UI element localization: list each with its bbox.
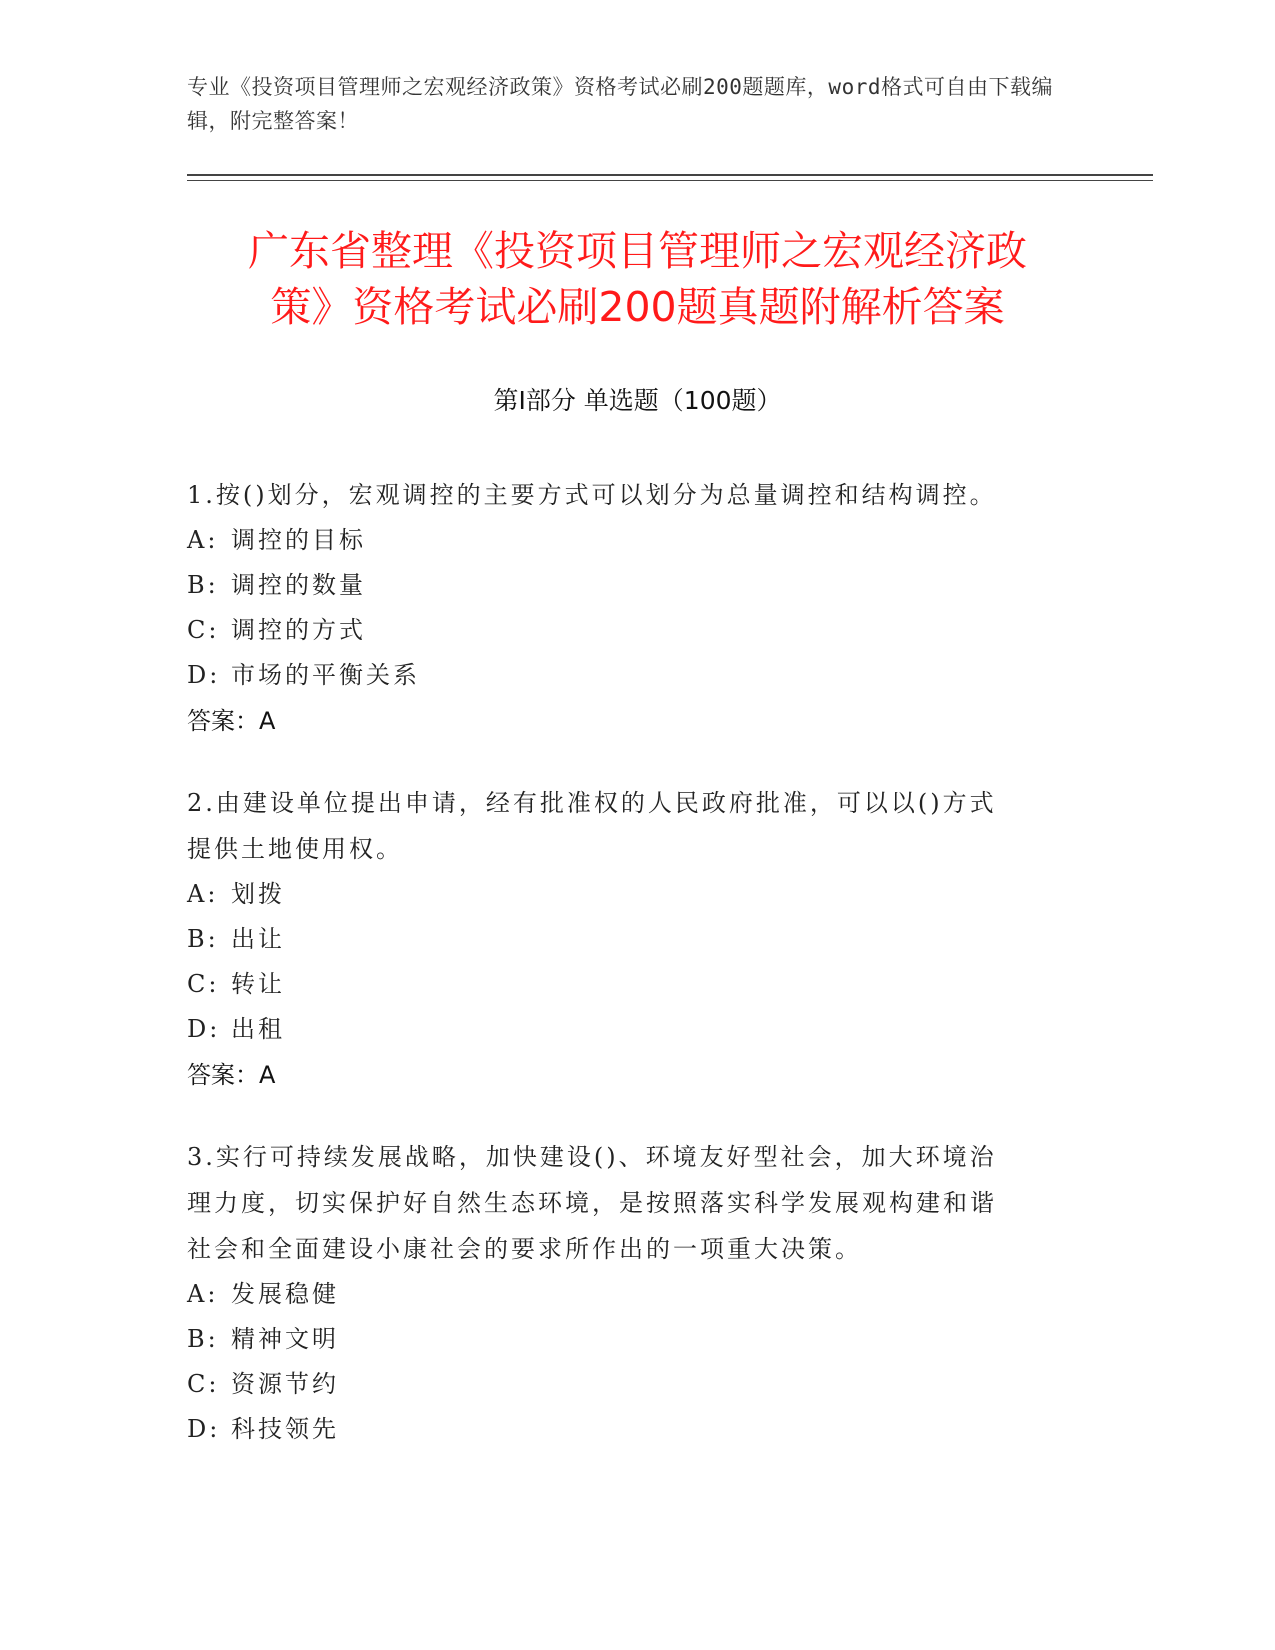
option-letter: D: [187,661,221,689]
option-text: 精神文明 [231,1325,339,1353]
option-text: 资源节约 [231,1370,339,1398]
question-3 [187,1134,1067,1452]
option-text: 出让 [231,925,285,953]
option-letter: C: [187,616,220,644]
option-b [187,563,1067,608]
header-rule-thin [187,180,1153,181]
question-text-line: 3.实行可持续发展战略，加快建设()、环境友好型社会，加大环境治 [187,1143,997,1171]
option-text: 调控的目标 [231,526,366,554]
option-text: 调控的数量 [231,571,366,599]
answer: 答案：A [187,1061,276,1089]
option-letter: D: [187,1015,221,1043]
option-letter: C: [187,1370,220,1398]
title-line-2: 策》资格考试必刷200题真题附解析答案 [270,283,1005,331]
option-c [187,608,1067,653]
option-text: 科技领先 [231,1415,339,1443]
option-b [187,1317,1067,1362]
question-text-line: 社会和全面建设小康社会的要求所作出的一项重大决策。 [187,1235,862,1263]
option-d [187,1407,1067,1452]
option-d [187,1007,1067,1052]
option-c [187,1362,1067,1407]
title-line-1: 广东省整理《投资项目管理师之宏观经济政 [248,227,1027,275]
option-letter: B: [187,1325,219,1353]
question-1 [187,472,1067,744]
header-rule-thick [187,174,1153,176]
option-letter: A: [187,526,219,554]
option-letter: B: [187,925,219,953]
option-letter: B: [187,571,219,599]
question-text-line: 理力度，切实保护好自然生态环境，是按照落实科学发展观构建和谐 [187,1189,997,1217]
option-letter: C: [187,970,220,998]
option-text: 转让 [231,970,285,998]
option-letter: A: [187,880,219,908]
option-a [187,518,1067,563]
option-a [187,872,1067,917]
section-heading: 第Ⅰ部分 单选题（100题） [493,386,782,415]
question-text-line: 1.按()划分，宏观调控的主要方式可以划分为总量调控和结构调控。 [187,481,997,509]
question-text-line: 2.由建设单位提出申请，经有批准权的人民政府批准，可以以()方式 [187,789,997,817]
option-text: 市场的平衡关系 [231,661,420,689]
question-list [187,472,1067,1488]
question-text-line: 提供土地使用权。 [187,835,403,863]
header-note: 专业《投资项目管理师之宏观经济政策》资格考试必刷200题题库，word格式可自由下载编辑，附完整答案！ [187,75,1053,133]
option-letter: A: [187,1280,219,1308]
option-d [187,653,1067,698]
option-text: 出租 [231,1015,285,1043]
option-text: 调控的方式 [231,616,366,644]
question-2 [187,780,1067,1098]
option-text: 发展稳健 [231,1280,339,1308]
option-text: 划拨 [231,880,285,908]
option-a [187,1272,1067,1317]
option-letter: D: [187,1415,221,1443]
option-c [187,962,1067,1007]
answer: 答案：A [187,707,276,735]
option-b [187,917,1067,962]
document-title [150,223,1125,335]
